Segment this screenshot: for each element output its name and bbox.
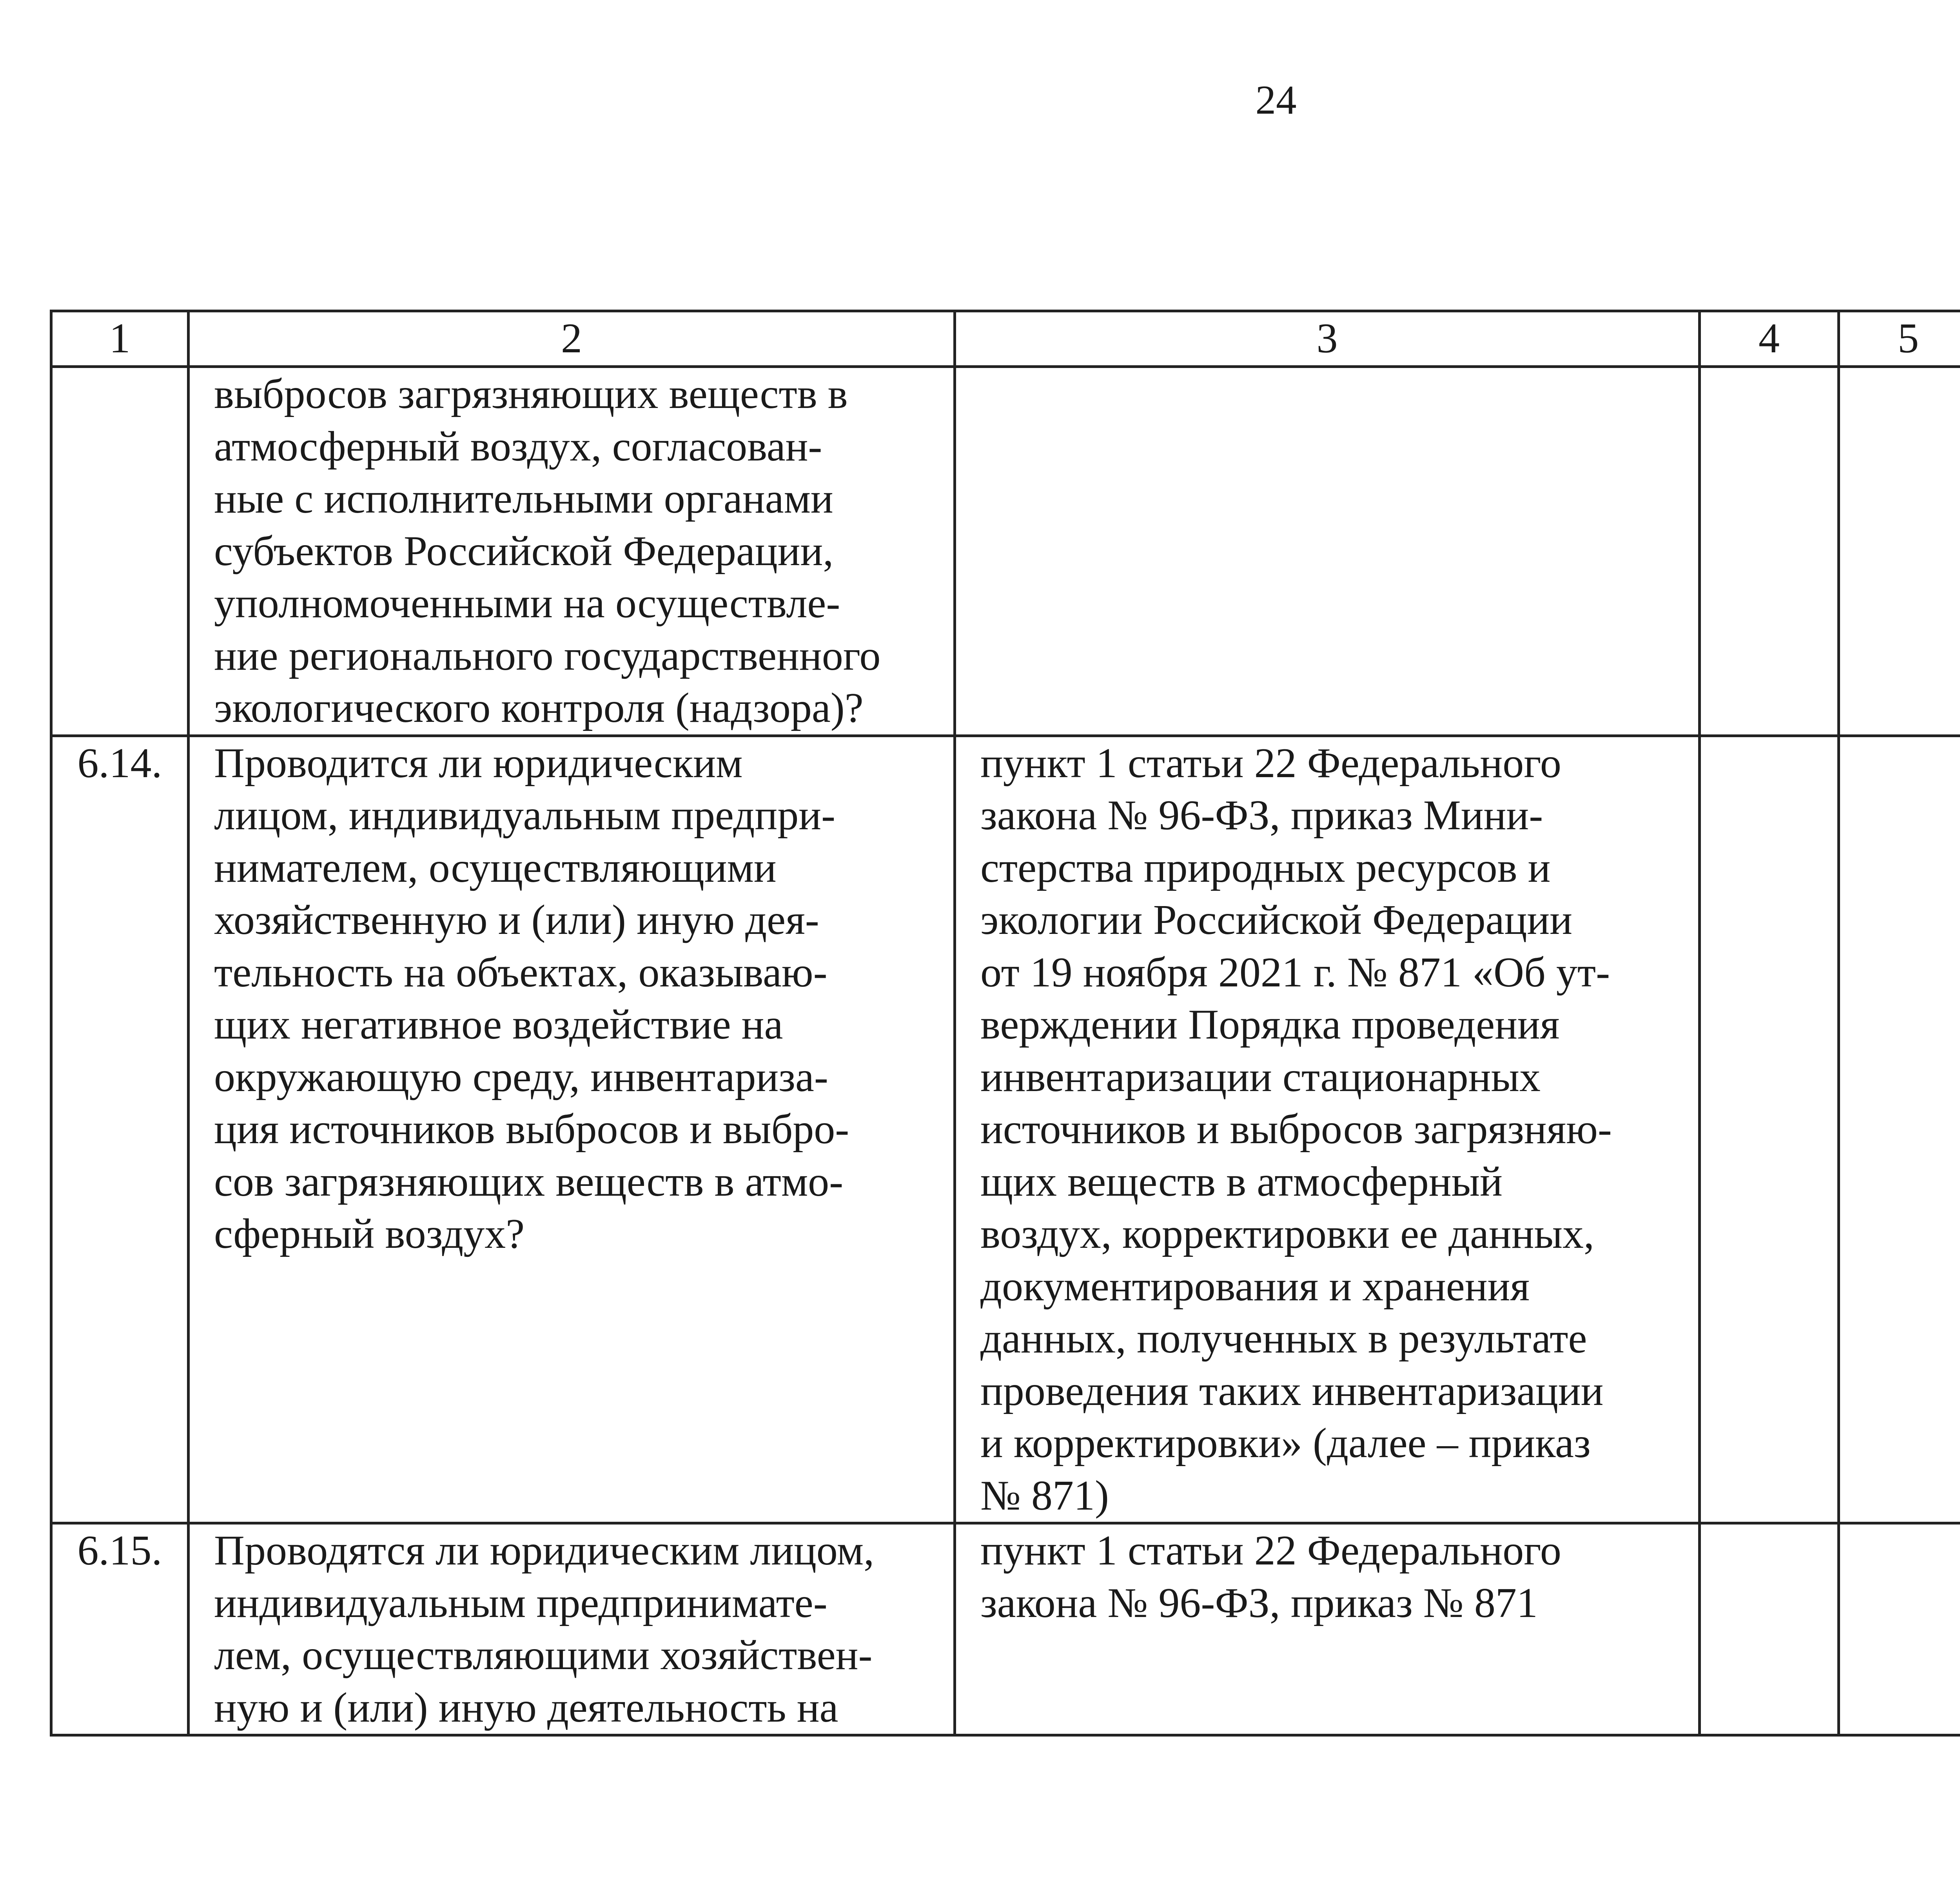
header-cell-1: 1 [51, 311, 189, 367]
question-text: Проводится ли юридическим лицом, индивидуальным предпри- нимателем, осуществляющими хозяйственную и (или) иную дея- тельность на объектах, оказываю- щих негативное воздействие на окружающую среду, инвентариза- ция источников выбросов и выбро- сов загрязняющих веществ в атмо- сферный воздух? [214, 740, 849, 1257]
question-cell [189, 1523, 955, 1735]
answer-cell-4[interactable] [1700, 1523, 1839, 1735]
basis-cell [955, 736, 1700, 1523]
page-number: 24 [1255, 77, 1297, 123]
table-row [51, 736, 1960, 1523]
header-cell-3: 3 [955, 311, 1700, 367]
answer-cell-4[interactable] [1700, 736, 1839, 1523]
answer-cell-5[interactable] [1839, 367, 1960, 736]
table-header-row [51, 311, 1960, 367]
header-cell-4: 4 [1700, 311, 1839, 367]
basis-text: пункт 1 статьи 22 Федерального закона № 96-ФЗ, приказ № 871 [980, 1527, 1561, 1626]
answer-cell-5[interactable] [1839, 1523, 1960, 1735]
basis-cell [955, 1523, 1700, 1735]
answer-cell-5[interactable] [1839, 736, 1960, 1523]
table-row [51, 367, 1960, 736]
row-number: 6.14. [77, 740, 162, 787]
row-number-cell [51, 736, 189, 1523]
basis-text: пункт 1 статьи 22 Федерального закона № 96-ФЗ, приказ Мини- стерства природных ресурсов и экологии Российской Федерации от 19 ноября 2021 г. № 871 «Об ут- верждении Порядка проведения инвентаризации стационарных источников и выбросов загрязняю- щих веществ в атмосферный воздух, корректировки ее данных, документирования и хранения данных, полученных в результате проведения таких инвентаризации и корректировки» (далее – приказ № 871) [980, 740, 1612, 1519]
header-cell-2: 2 [189, 311, 955, 367]
basis-cell [955, 367, 1700, 736]
question-text: Проводятся ли юридическим лицом, индивидуальным предпринимате- лем, осуществляющими хозяйствен- ную и (или) иную деятельность на [214, 1527, 875, 1731]
answer-cell-4[interactable] [1700, 367, 1839, 736]
question-cell [189, 736, 955, 1523]
header-cell-5: 5 [1839, 311, 1960, 367]
question-text: выбросов загрязняющих веществ в атмосферный воздух, согласован- ные с исполнительными органами субъектов Российской Федерации, уполномоченными на осуществле- ние регионального государственного экологического контроля (надзора)? [214, 371, 881, 731]
checklist-table [50, 310, 1960, 1737]
row-number-cell [51, 367, 189, 736]
question-cell [189, 367, 955, 736]
row-number: 6.15. [77, 1527, 162, 1574]
table-row [51, 1523, 1960, 1735]
row-number-cell [51, 1523, 189, 1735]
